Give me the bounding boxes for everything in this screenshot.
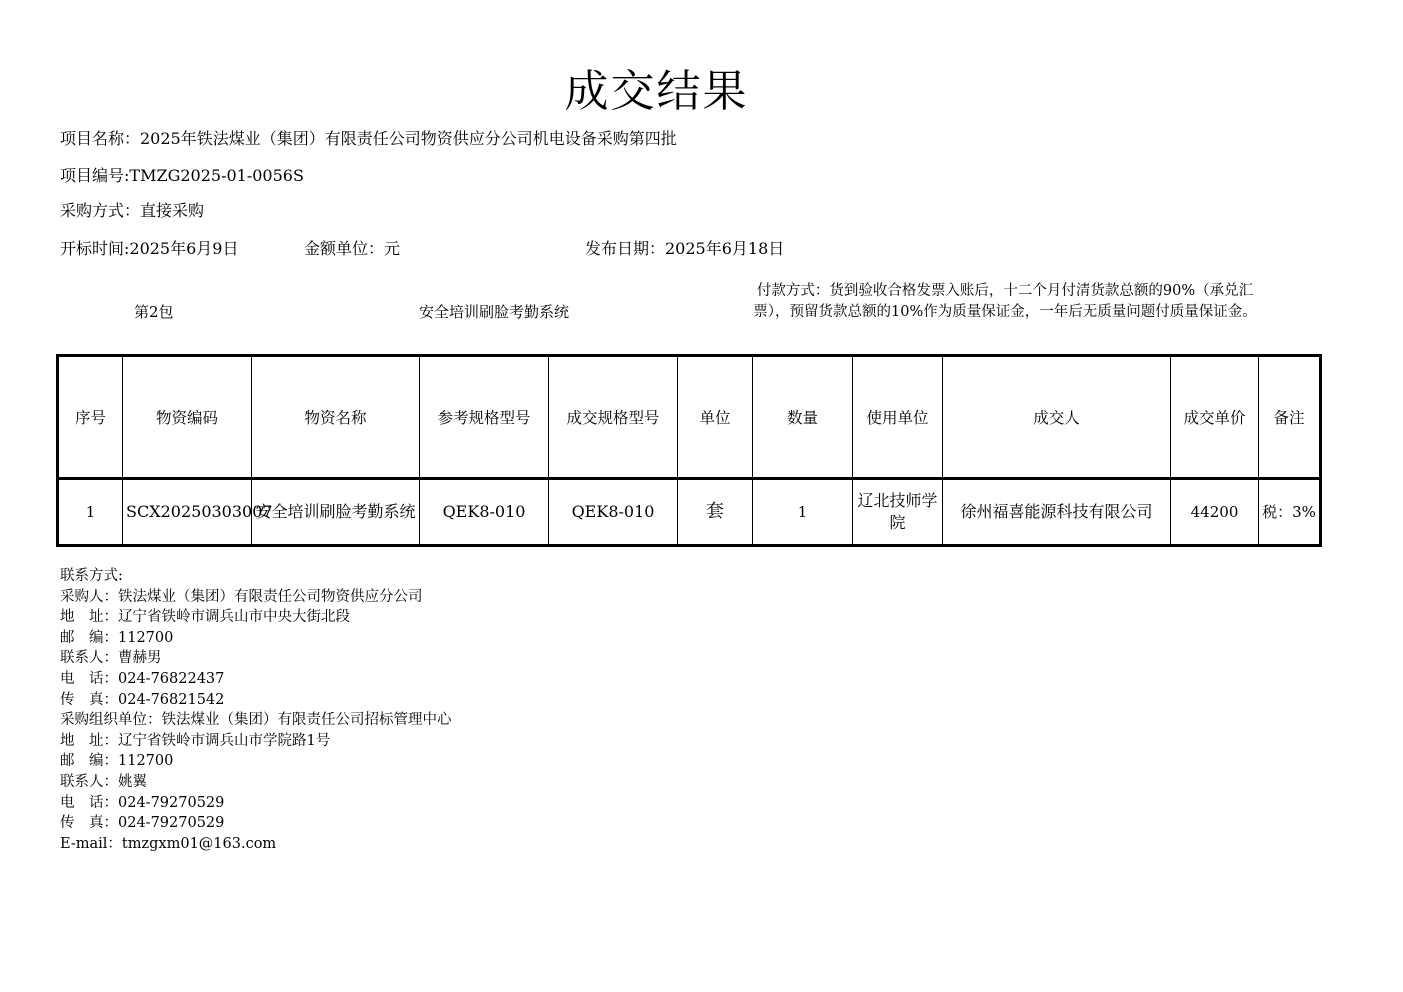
contact-line: 电 话：024-79270529 bbox=[60, 794, 225, 811]
publish-date: 发布日期：2025年6月18日 bbox=[585, 239, 785, 258]
contact-line: 地 址：辽宁省铁岭市调兵山市中央大街北段 bbox=[60, 609, 350, 626]
header-unit-price: 成交单价 bbox=[1171, 356, 1259, 479]
contact-block bbox=[60, 566, 452, 854]
currency-unit: 金额单位：元 bbox=[304, 239, 401, 258]
contact-line: 采购组织单位：铁法煤业（集团）有限责任公司招标管理中心 bbox=[60, 712, 452, 729]
contact-heading: 联系方式: bbox=[60, 568, 123, 584]
project-code: 项目编号:TMZG2025-01-0056S bbox=[60, 166, 304, 185]
header-deal-spec: 成交规格型号 bbox=[549, 356, 678, 479]
contact-line: 联系人：曹赫男 bbox=[60, 650, 162, 667]
project-name: 项目名称：2025年铁法煤业（集团）有限责任公司物资供应分公司机电设备采购第四批 bbox=[60, 129, 677, 148]
payment-terms: 付款方式：货到验收合格发票入账后，十二个月付清货款总额的90%（承兑汇票），预留货款总额的10%作为质量保证金，一年后无质量问题付质量保证金。 bbox=[753, 283, 1257, 320]
header-ref-spec: 参考规格型号 bbox=[420, 356, 549, 479]
page-title: 成交结果 bbox=[564, 66, 749, 117]
cell-deal-spec: QEK8-010 bbox=[549, 479, 678, 546]
cell-winner: 徐州福喜能源科技有限公司 bbox=[943, 479, 1171, 546]
header-material-name: 物资名称 bbox=[252, 356, 420, 479]
cell-material-code: SCX20250303007 bbox=[123, 479, 252, 546]
cell-material-name: 安全培训刷脸考勤系统 bbox=[252, 479, 420, 546]
procurement-method: 采购方式：直接采购 bbox=[60, 201, 205, 220]
contact-line: 传 真：024-76821542 bbox=[60, 691, 225, 708]
bid-open-time: 开标时间:2025年6月9日 bbox=[60, 239, 239, 258]
cell-remark: 税：3% bbox=[1259, 479, 1321, 546]
contact-line: 采购人：铁法煤业（集团）有限责任公司物资供应分公司 bbox=[60, 588, 423, 605]
cell-ref-spec: QEK8-010 bbox=[420, 479, 549, 546]
table-row bbox=[58, 479, 1321, 546]
package-label: 第2包 bbox=[134, 303, 174, 321]
contact-line: 邮 编：112700 bbox=[60, 753, 174, 770]
contact-email: E-mail：tmzgxm01@163.com bbox=[60, 835, 277, 852]
package-name: 安全培训刷脸考勤系统 bbox=[419, 303, 570, 321]
cell-user-unit: 辽北技师学院 bbox=[853, 479, 943, 546]
contact-line: 电 话：024-76822437 bbox=[60, 670, 225, 687]
cell-unit-price: 44200 bbox=[1171, 479, 1259, 546]
cell-seq: 1 bbox=[58, 479, 123, 546]
contact-line: 联系人：姚翼 bbox=[60, 773, 147, 790]
contact-line: 地 址：辽宁省铁岭市调兵山市学院路1号 bbox=[60, 732, 331, 749]
contact-line: 传 真：024-79270529 bbox=[60, 815, 225, 832]
header-material-code: 物资编码 bbox=[123, 356, 252, 479]
header-quantity: 数量 bbox=[753, 356, 853, 479]
header-seq: 序号 bbox=[58, 356, 123, 479]
result-table bbox=[56, 354, 1322, 547]
header-winner: 成交人 bbox=[943, 356, 1171, 479]
contact-line: 邮 编：112700 bbox=[60, 629, 174, 646]
header-user-unit: 使用单位 bbox=[853, 356, 943, 479]
table-header-row bbox=[58, 356, 1321, 479]
cell-unit: 套 bbox=[678, 479, 753, 546]
header-unit: 单位 bbox=[678, 356, 753, 479]
header-remark: 备注 bbox=[1259, 356, 1321, 479]
cell-quantity: 1 bbox=[753, 479, 853, 546]
